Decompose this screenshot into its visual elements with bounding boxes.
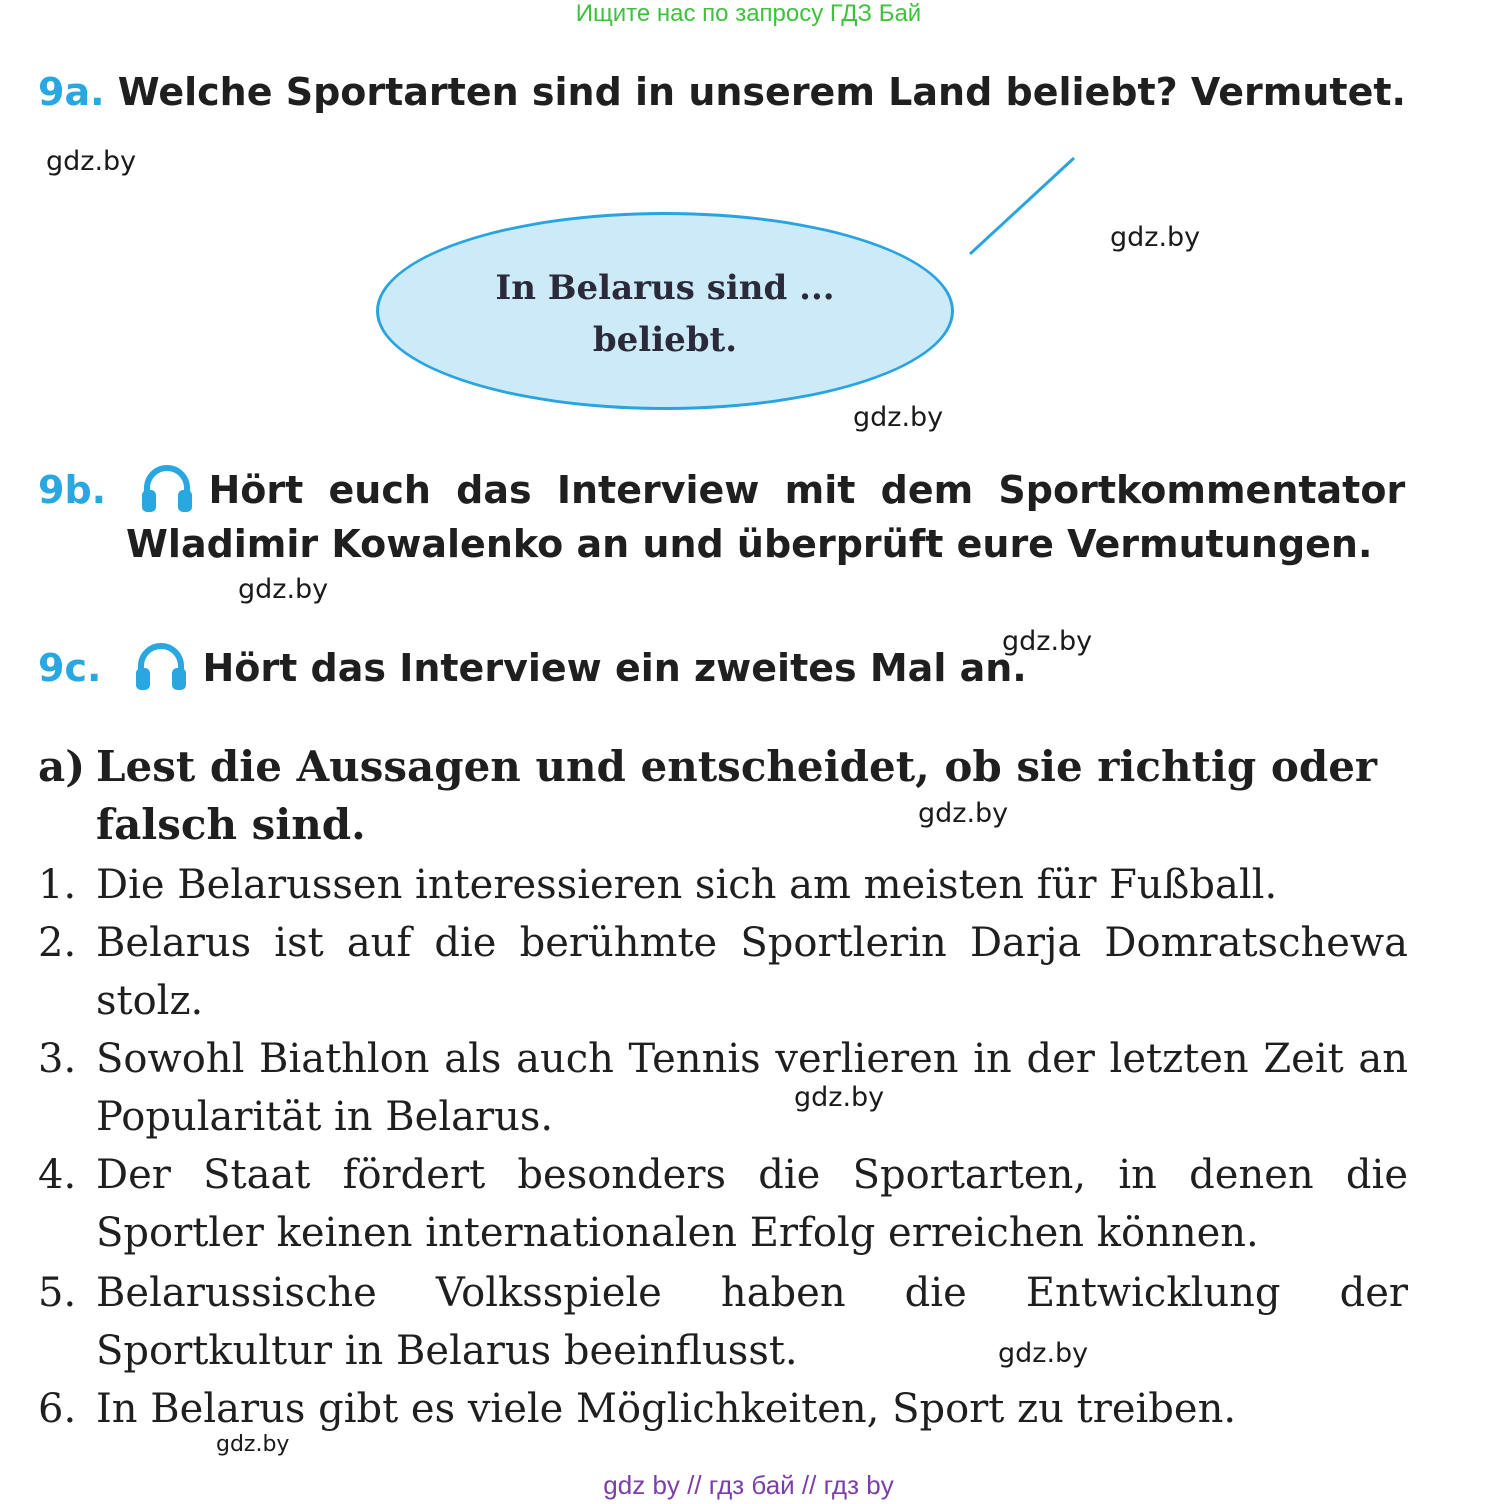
top-banner: Ищите нас по запросу ГДЗ Бай <box>575 0 922 27</box>
watermark: gdz.by <box>794 1082 885 1113</box>
watermark: gdz.by <box>216 1432 290 1457</box>
exercise-line: Hört euch das Interview mit dem Sportkommentator <box>208 468 1406 512</box>
exercise-9a-heading <box>38 70 1406 114</box>
exercise-title: Hört das Interview ein zweites Mal an. <box>202 646 1027 690</box>
statement-number: 3. <box>38 1036 77 1082</box>
statement-item <box>38 1380 1408 1438</box>
task-line: falsch sind. <box>96 800 366 849</box>
statement-text: Sowohl Biathlon als auch Tennis verlieren in der letzten Zeit an Popularität in Belarus. <box>96 1036 1408 1140</box>
statement-item <box>38 1264 1408 1380</box>
statement-number: 5. <box>38 1270 77 1316</box>
statement-item <box>38 1030 1408 1146</box>
statement-number: 6. <box>38 1386 77 1432</box>
task-a <box>38 738 1408 796</box>
statement-number: 4. <box>38 1152 77 1198</box>
watermark: gdz.by <box>853 402 944 433</box>
exercise-number: 9a. <box>38 70 105 114</box>
exercise-9b-heading <box>38 462 1408 523</box>
statement-text: Die Belarussen interessieren sich am meisten für Fußball. <box>96 862 1278 908</box>
statement-item <box>38 914 1408 1030</box>
bubble-text <box>376 262 954 366</box>
pointer-line <box>960 150 1090 265</box>
statement-number: 1. <box>38 862 77 908</box>
task-label: a) <box>38 742 86 791</box>
statement-number: 2. <box>38 920 77 966</box>
statement-text: Belarus ist auf die berühmte Sportlerin Darja Domratschewa stolz. <box>96 920 1408 1024</box>
headphones-icon <box>139 462 195 523</box>
statement-item <box>38 856 1408 914</box>
exercise-number: 9b. <box>38 468 107 512</box>
statement-text: Der Staat fördert besonders die Sportarten, in denen die Sportler keinen internationalen Erfolg erreichen können. <box>96 1152 1408 1256</box>
exercise-9c-heading <box>38 640 1027 701</box>
watermark: gdz.by <box>238 574 329 605</box>
bubble-line: beliebt. <box>592 320 738 360</box>
statement-item <box>38 1146 1408 1262</box>
watermark: gdz.by <box>1002 626 1093 657</box>
footer: gdz by // гдз бай // гдз by <box>603 1470 894 1500</box>
watermark: gdz.by <box>46 146 137 177</box>
task-line: Lest die Aussagen und entscheidet, ob sie richtig oder <box>96 742 1378 791</box>
bubble-line: In Belarus sind ... <box>495 268 835 308</box>
watermark: gdz.by <box>918 798 1009 829</box>
exercise-title: Welche Sportarten sind in unserem Land beliebt? Vermutet. <box>117 70 1406 114</box>
watermark: gdz.by <box>998 1338 1089 1369</box>
headphones-icon <box>133 640 189 701</box>
exercise-9b-continuation: Wladimir Kowalenko an und überprüft eure Vermutungen. <box>126 522 1373 566</box>
exercise-number: 9c. <box>38 646 102 690</box>
statement-text: In Belarus gibt es viele Möglichkeiten, Sport zu treiben. <box>96 1386 1237 1432</box>
statement-text: Belarussische Volksspiele haben die Entwicklung der Sportkultur in Belarus beeinflusst. <box>96 1270 1408 1374</box>
watermark: gdz.by <box>1110 222 1201 253</box>
